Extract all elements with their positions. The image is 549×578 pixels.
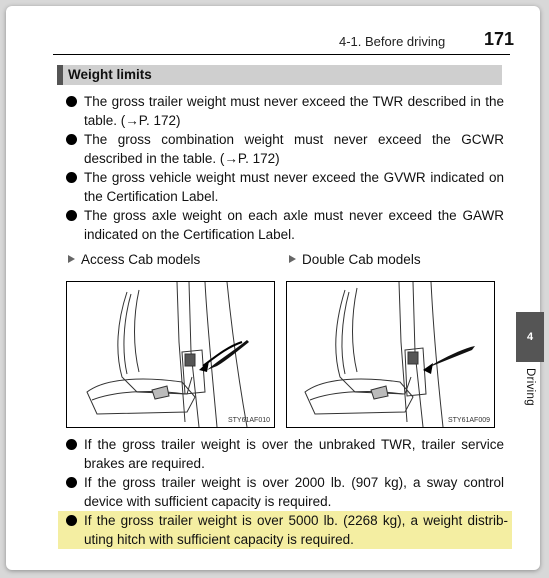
section-title: Weight limits: [57, 65, 502, 85]
list-item: The gross combination weight must never exceed the GCWR described in the table. (→P. 172): [66, 130, 504, 168]
figure-code: STY61AF009: [447, 417, 490, 424]
header-rule: [53, 54, 510, 55]
list-item: If the gross trailer weight is over the unbraked TWR, trailer service brakes are required.: [66, 435, 504, 473]
double-cab-label: Double Cab models: [289, 252, 421, 267]
triangle-icon: [289, 255, 296, 263]
bullet-icon: [66, 96, 77, 107]
double-cab-figure: [286, 281, 495, 428]
figure-code: STY61AF010: [227, 417, 270, 424]
page-number: 171: [484, 29, 515, 49]
bullet-icon: [66, 134, 77, 145]
list-item: The gross trailer weight must never exceed the TWR described in the table. (→P. 172): [66, 92, 504, 130]
bullet-icon: [66, 515, 77, 526]
seat-illustration: [287, 282, 494, 427]
highlighted-list-item: If the gross trailer weight is over 5000 lb. (2268 kg), a weight distrib-uting hitch with sufficient capacity is required.: [58, 511, 512, 549]
access-cab-figure: [66, 281, 275, 428]
chapter-tab[interactable]: 4: [516, 312, 544, 362]
bullet-icon: [66, 439, 77, 450]
seat-illustration: [67, 282, 274, 427]
triangle-icon: [68, 255, 75, 263]
top-bullet-list: [66, 92, 504, 244]
chapter-label: Driving: [524, 368, 536, 406]
list-item: The gross axle weight on each axle must never exceed the GAWR indicated on the Certification Label.: [66, 206, 504, 244]
list-item: The gross vehicle weight must never exceed the GVWR indicated on the Certification Label.: [66, 168, 504, 206]
list-item: If the gross trailer weight is over 2000 lb. (907 kg), a sway control device with sufficient capacity is required.: [66, 473, 504, 511]
access-cab-label: Access Cab models: [68, 252, 200, 267]
bullet-icon: [66, 172, 77, 183]
header-section: 4-1. Before driving: [339, 34, 446, 49]
bullet-icon: [66, 477, 77, 488]
manual-page: [6, 6, 540, 570]
bullet-icon: [66, 210, 77, 221]
bottom-bullet-list: [66, 435, 508, 549]
